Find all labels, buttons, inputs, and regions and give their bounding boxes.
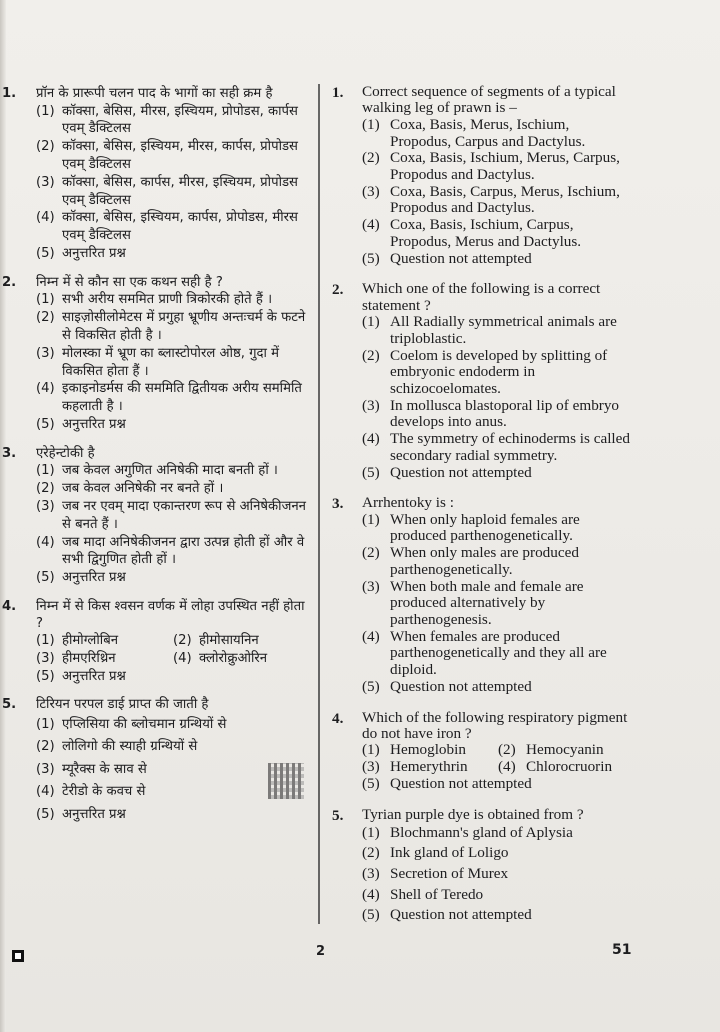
option-1: (1) जब केवल अगुणित अनिषेकी मादा बनती हों । (36, 463, 278, 479)
option-2: (2) When only males are produced parthenogenetically. (362, 544, 579, 578)
question-number: 4. (2, 599, 17, 614)
paper-code: 51 (612, 942, 632, 958)
option-5: (5) Question not attempted (362, 463, 532, 481)
option-4: (4) जब मादा अनिषेकीजनन द्वारा उत्पन्न होती हों और वे सभी द्विगुणित होती हों । (36, 534, 305, 568)
option-3: (3) मोलस्का में भ्रूण का ब्लास्टोपोरल ओष्ठ, गुदा में विकसित होता हैं । (36, 345, 280, 379)
option-3: (3) When both male and female are produced alternatively by parthenogenesis. (362, 577, 584, 628)
option-3: (3) Coxa, Basis, Carpus, Merus, Ischium, Propodus and Dactylus. (362, 182, 620, 217)
question-number: 2. (2, 274, 17, 290)
option-5: (5) Question not attempted (362, 906, 532, 924)
option-1: (1) Coxa, Basis, Merus, Ischium, Propodus, Carpus and Dactylus. (362, 115, 586, 150)
option-1: (1) All Radially symmetrical animals are triploblastic. (362, 313, 617, 347)
english-column (328, 80, 634, 926)
question-text: Which one of the following is a correct statement ? (362, 280, 601, 314)
option-3: (3) म्यूरैक्स के स्राव से (36, 761, 147, 777)
option-5: (5) Question not attempted (362, 774, 532, 792)
option-1: (1) एप्लिसिया की ब्लोचमान ग्रन्थियों से (36, 716, 227, 732)
option-1: (1) कॉक्सा, बेसिस, मीरस, इस्चियम, प्रोपोडस, कार्पस एवम् डैक्टिलस (36, 103, 298, 137)
option-2: (2) हीमोसायनिन (173, 633, 259, 648)
option-1: (1) Hemoglobin (362, 741, 466, 759)
option-4: (4) When females are produced parthenogenetically and they all are diploid. (362, 627, 607, 679)
option-5: (5) अनुत्तरित प्रश्न (36, 246, 126, 261)
option-4: (4) The symmetry of echinoderms is called secondary radial symmetry. (362, 430, 630, 464)
question-text: टिरियन परपल डाई प्राप्त की जाती है (36, 697, 209, 713)
question-number: 5. (2, 697, 17, 713)
option-5: (5) अनुत्तरित प्रश्न (36, 806, 126, 822)
option-4: (4) Chlorocruorin (498, 758, 613, 776)
question-number: 5. (332, 806, 344, 824)
option-1: (1) हीमोग्लोबिन (36, 633, 119, 648)
option-2: (2) Ink gland of Loligo (362, 844, 509, 862)
option-5: (5) अनुत्तरित प्रश्न (36, 668, 126, 684)
option-1: (1) Blochmann's gland of Aplysia (362, 823, 573, 841)
english-question-4 (328, 710, 634, 793)
option-4: (4) Coxa, Basis, Ischium, Carpus, Propodus, Merus and Dactylus. (362, 216, 582, 250)
option-2: (2) साइज़ोसीलोमेटस में प्रगुहा भ्रूणीय अन्तःचर्म के फटने से विकसित होती है । (36, 310, 306, 343)
option-2: (2) लोलिगो की स्याही ग्रन्थियों से (36, 739, 198, 755)
hindi-column (4, 80, 310, 826)
hindi-question-2 (4, 275, 310, 434)
question-text: प्रॉन के प्रारूपी चलन पाद के भागों का सही क्रम है (36, 86, 273, 101)
option-3: (3) कॉक्सा, बेसिस, कार्पस, मीरस, इस्चियम, प्रोपोडस एवम् डैक्टिलस (36, 174, 298, 208)
qr-code-icon (268, 763, 304, 799)
question-number: 1. (332, 84, 344, 101)
question-number: 2. (332, 281, 344, 299)
question-text: निम्न में से किस श्वसन वर्णक में लोहा उपस्थित नहीं होता ? (36, 599, 305, 631)
option-5: (5) Question not attempted (362, 249, 532, 267)
registration-mark-icon (12, 950, 24, 962)
option-2: (2) Hemocyanin (498, 741, 604, 759)
question-text: Which of the following respiratory pigment do not have iron ? (362, 708, 628, 742)
question-number: 3. (2, 445, 17, 461)
option-2: (2) जब केवल अनिषेकी नर बनते हों । (36, 481, 224, 497)
english-question-2 (328, 281, 634, 481)
page-number: 2 (316, 944, 326, 959)
option-2: (2) Coelom is developed by splitting of embryonic endoderm in schizocoelomates. (362, 346, 608, 397)
option-5: (5) Question not attempted (362, 677, 532, 695)
question-text: एरेहेन्टोकी है (36, 445, 95, 461)
option-3: (3) हीमएरिथ्रिन (36, 650, 116, 666)
option-2: (2) Coxa, Basis, Ischium, Merus, Carpus, Propodus and Dactylus. (362, 149, 620, 183)
english-question-1 (328, 84, 634, 267)
option-3: (3) Hemerythrin (362, 758, 468, 776)
option-3: (3) Secretion of Murex (362, 865, 509, 882)
option-4: (4) इकाइनोडर्मस की सममिति द्वितीयक अरीय सममिति कहलाती है । (36, 381, 302, 415)
hindi-question-3 (4, 446, 310, 587)
hindi-question-1 (4, 86, 310, 263)
option-1: (1) सभी अरीय सममित प्राणी त्रिकोरकी होते हैं । (36, 292, 273, 308)
hindi-question-5 (4, 697, 310, 826)
option-3: (3) In mollusca blastoporal lip of embryo develops into anus. (362, 396, 620, 431)
option-1: (1) When only haploid females are produced parthenogenetically. (362, 510, 580, 545)
question-text: Arrhentoky is : (362, 494, 454, 512)
question-text: Correct sequence of segments of a typical walking leg of prawn is – (362, 83, 616, 117)
option-5: (5) अनुत्तरित प्रश्न (36, 417, 126, 432)
english-question-3 (328, 495, 634, 695)
option-4: (4) Shell of Teredo (362, 885, 484, 903)
option-4: (4) टेरीडो के कवच से (36, 784, 146, 800)
column-divider (318, 84, 320, 924)
question-text: Tyrian purple dye is obtained from ? (362, 805, 584, 823)
option-3: (3) जब नर एवम् मादा एकान्तरण रूप से अनिषेकीजनन से बनते हैं । (36, 498, 306, 532)
option-2: (2) कॉक्सा, बेसिस, इस्चियम, मीरस, कार्पस, प्रोपोडस एवम् डैक्टिलस (36, 139, 298, 172)
question-number: 1. (2, 86, 17, 101)
question-number: 4. (332, 709, 344, 727)
question-text: निम्न में से कौन सा एक कथन सही है ? (36, 274, 223, 290)
question-number: 3. (332, 495, 344, 513)
option-4: (4) क्लोरोक्रुओरिन (173, 650, 268, 666)
hindi-question-4 (4, 599, 310, 685)
option-4: (4) कॉक्सा, बेसिस, इस्चियम, कार्पस, प्रोपोडस, मीरस एवम् डैक्टिलस (36, 210, 298, 244)
option-5: (5) अनुत्तरित प्रश्न (36, 570, 126, 586)
english-question-5 (328, 807, 634, 926)
